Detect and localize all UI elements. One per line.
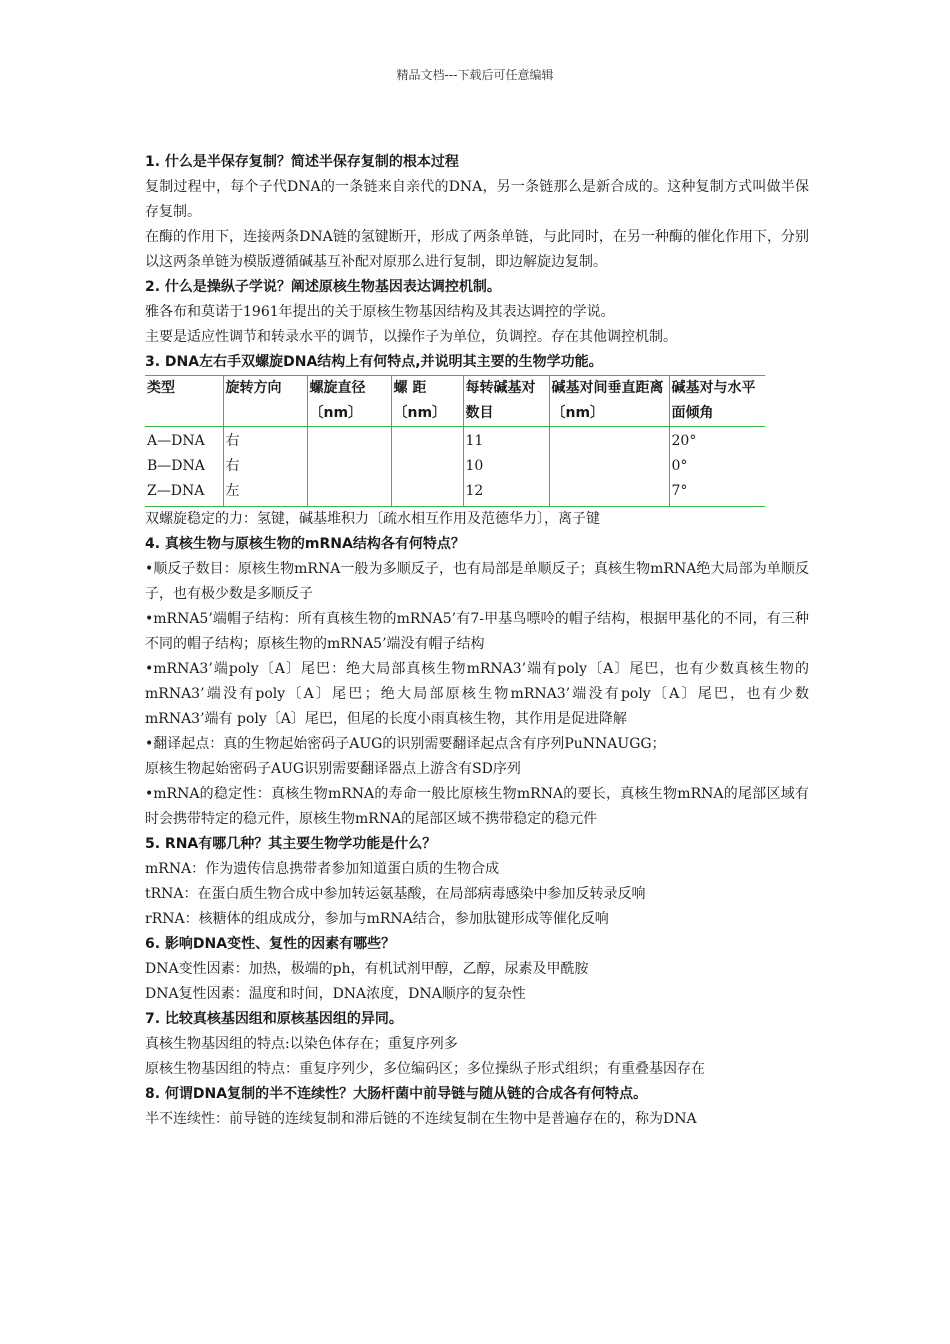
table-header-cell: 每转碱基对数目	[463, 376, 549, 427]
page-header: 精品文档---下载后可任意编辑	[396, 68, 554, 82]
q5-paragraph-2: tRNA：在蛋白质生物合成中参加转运氨基酸，在局部病毒感染中参加反转录反响	[145, 886, 646, 902]
table-cell	[391, 427, 463, 455]
table-header-row	[145, 376, 765, 427]
table-row	[145, 479, 765, 507]
table-cell: 11	[463, 427, 549, 455]
table-cell: 12	[463, 479, 549, 507]
table-row	[145, 454, 765, 479]
table-header-cell: 螺旋直径〔nm〕	[307, 376, 391, 427]
q5-paragraph-1: mRNA：作为遗传信息携带者参加知道蛋白质的生物合成	[145, 861, 500, 877]
q2-paragraph-1: 雅各布和莫诺于1961年提出的关于原核生物基因结构及其表达调控的学说。	[145, 304, 615, 320]
table-cell: 右	[223, 454, 307, 479]
table-cell: Z—DNA	[145, 479, 223, 507]
q4-paragraph-5: 原核生物起始密码子AUG识别需要翻译器点上游含有SD序列	[145, 761, 521, 777]
q6-paragraph-2: DNA复性因素：温度和时间，DNA浓度，DNA顺序的复杂性	[145, 986, 526, 1002]
q4-paragraph-1: •顺反子数目：原核生物mRNA一般为多顺反子，也有局部是单顺反子；真核生物mRNA绝大局部为单顺反子，也有极少数是多顺反子	[145, 561, 809, 602]
question-2-title: 2. 什么是操纵子学说？阐述原核生物基因表达调控机制。	[145, 279, 501, 295]
question-7-title: 7. 比较真核基因组和原核基因组的异同。	[145, 1011, 403, 1027]
q4-paragraph-3: •mRNA3’端poly〔A〕尾巴：绝大局部真核生物mRNA3’端有poly〔A〕尾巴，也有少数真核生物的mRNA3’端没有poly〔A〕尾巴；绝大局部原核生物mRNA3’端没有poly〔A〕尾巴，也有少数mRNA3’端有 poly〔A〕尾巴，但尾的长度小雨真核生物，其作用是促进降解	[145, 661, 809, 727]
table-cell	[549, 454, 669, 479]
table-row	[145, 427, 765, 455]
table-header-cell: 碱基对间垂直距离〔nm〕	[549, 376, 669, 427]
table-header-cell: 旋转方向	[223, 376, 307, 427]
table-cell	[549, 479, 669, 507]
table-cell: 0°	[669, 454, 765, 479]
table-cell	[307, 454, 391, 479]
question-5-title: 5. RNA有哪几种？其主要生物学功能是什么？	[145, 836, 437, 852]
question-8-title: 8. 何谓DNA复制的半不连续性？大肠杆菌中前导链与随从链的合成各有何特点。	[145, 1086, 648, 1102]
q7-paragraph-2: 原核生物基因组的特点：重复序列少，多位编码区；多位操纵子形式组织；有重叠基因存在	[145, 1061, 705, 1077]
document-body	[145, 150, 809, 1132]
table-header-cell: 螺 距〔nm〕	[391, 376, 463, 427]
q1-paragraph-2: 在酶的作用下，连接两条DNA链的氢键断开，形成了两条单链，与此同时，在另一种酶的催化作用下，分别以这两条单链为模版遵循碱基互补配对原那么进行复制，即边解旋边复制。	[145, 229, 809, 270]
table-cell: 7°	[669, 479, 765, 507]
table-cell: 左	[223, 479, 307, 507]
q4-paragraph-6: •mRNA的稳定性：真核生物mRNA的寿命一般比原核生物mRNA的要长，真核生物mRNA的尾部区域有时会携带特定的稳元件，原核生物mRNA的尾部区域不携带稳定的稳元件	[145, 786, 809, 827]
table-cell: 右	[223, 427, 307, 455]
dna-structure-table	[145, 375, 765, 507]
q1-paragraph-1: 复制过程中，每个子代DNA的一条链来自亲代的DNA，另一条链那么是新合成的。这种复制方式叫做半保存复制。	[145, 179, 809, 220]
table-cell	[391, 454, 463, 479]
q6-paragraph-1: DNA变性因素：加热，极端的ph，有机试剂甲醇，乙醇，尿素及甲酰胺	[145, 961, 589, 977]
q8-paragraph-1: 半不连续性：前导链的连续复制和滞后链的不连续复制在生物中是普遍存在的，称为DNA	[145, 1111, 697, 1127]
table-cell: 10	[463, 454, 549, 479]
q7-paragraph-1: 真核生物基因组的特点:以染色体存在；重复序列多	[145, 1036, 458, 1052]
q4-paragraph-4: •翻译起点：真的生物起始密码子AUG的识别需要翻译起点含有序列PuNNAUGG；	[145, 736, 666, 752]
table-cell	[549, 427, 669, 455]
table-cell	[391, 479, 463, 507]
q4-paragraph-2: •mRNA5’端帽子结构：所有真核生物的mRNA5’有7-甲基鸟嘌呤的帽子结构，根据甲基化的不同，有三种不同的帽子结构；原核生物的mRNA5’端没有帽子结构	[145, 611, 809, 652]
question-6-title: 6. 影响DNA变性、复性的因素有哪些？	[145, 936, 396, 952]
table-cell: B—DNA	[145, 454, 223, 479]
q2-paragraph-2: 主要是适应性调节和转录水平的调节，以操作子为单位，负调控。存在其他调控机制。	[145, 329, 677, 345]
table-header-cell: 类型	[145, 376, 223, 427]
table-cell	[307, 427, 391, 455]
question-1-title: 1. 什么是半保存复制？简述半保存复制的根本过程	[145, 154, 459, 170]
table-cell: A—DNA	[145, 427, 223, 455]
table-cell	[307, 479, 391, 507]
table-cell: 20°	[669, 427, 765, 455]
question-4-title: 4. 真核生物与原核生物的mRNA结构各有何特点？	[145, 536, 465, 552]
question-3-title: 3. DNA左右手双螺旋DNA结构上有何特点,并说明其主要的生物学功能。	[145, 354, 603, 370]
q5-paragraph-3: rRNA：核糖体的组成成分，参加与mRNA结合，参加肽键形成等催化反响	[145, 911, 609, 927]
table-header-cell: 碱基对与水平面倾角	[669, 376, 765, 427]
q3-paragraph-1: 双螺旋稳定的力：氢键，碱基堆积力〔疏水相互作用及范德华力〕，离子键	[145, 511, 600, 527]
